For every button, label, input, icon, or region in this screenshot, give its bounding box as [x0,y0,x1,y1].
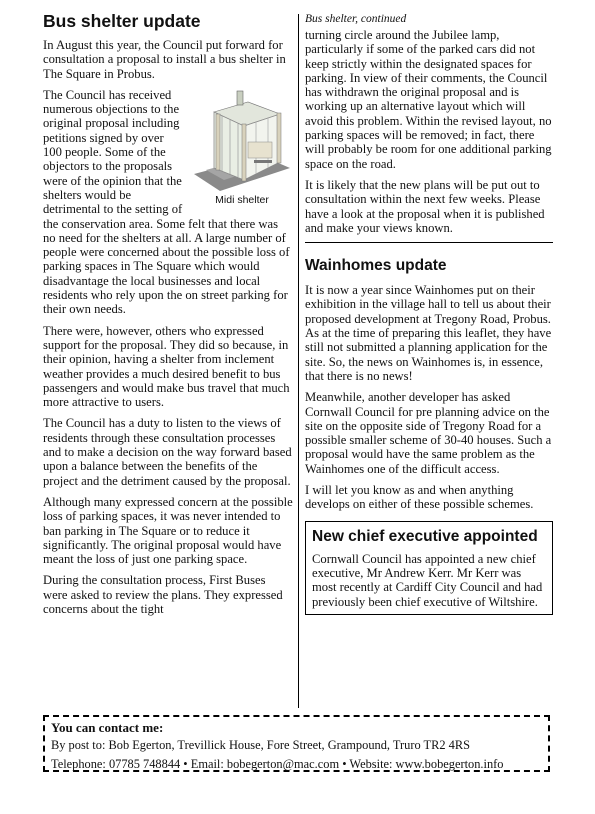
wainhomes-paragraph-3: I will let you know as and when anything develops on either of these possible schemes. [305,483,534,512]
bus-shelter-continued-paragraph-1: turning circle around the Jubilee lamp, particularly if some of the parked cars did not keep strictly within the designated spaces for parking. In view of their comments, the Council has withdrawn the original proposal and is working up an alternative layout which will avoid this problem. Within the revised layout, no parking spaces will be removed; in fact, there will probably be room for one additional parking space on the road. [305,28,552,171]
section-divider [305,242,553,243]
bus-shelter-heading: Bus shelter update [43,11,201,31]
bus-shelter-figure [187,90,297,206]
bus-shelter-paragraph-2: The Council has received numerous objections to the original proposal including petitions signed by over 100 people. Some of the objectors to the proposals were of the opinion that the shelters would be detrimental to the setting of the conservation area. Some felt that there was no need for the shelters at all. A large number of people were concerned about the possible loss of parking spaces in The Square which would disadvantage the local businesses and local residents who rely upon the on street parking for their own needs. [43,87,290,317]
column-divider [298,14,299,708]
wainhomes-paragraph-2: Meanwhile, another developer has asked Cornwall Council for pre planning advice on the site on the opposite side of Tregony Road for a possible smaller scheme of 30-40 houses. Such a proposal would have the same problem as the Wainhomes one of the difficult access. [305,390,552,476]
chief-executive-box [305,521,553,615]
chief-executive-paragraph: Cornwall Council has appointed a new chief executive, Mr Andrew Kerr. Mr Kerr was most recently at Cardiff City Council and had previously been chief executive of Wiltshire. [312,551,543,609]
bus-shelter-continued-paragraph-2: It is likely that the new plans will be put out to consultation within the next few weeks. Please have a look at the proposal when it is published and make your views known. [305,177,545,235]
contact-title: You can contact me: [51,720,164,735]
bus-shelter-image [192,90,292,192]
left-column [43,10,293,623]
wainhomes-paragraph-1: It is now a year since Wainhomes put on their exhibition in the village hall to tell us about their proposed development at Tregony Road, Probus. As at the time of preparing this leaflet, they have still not submitted a planning application for the site. So, the news on Wainhomes is, in essence, that there is no news! [305,283,552,383]
contact-post-address: By post to: Bob Egerton, Trevillick House, Fore Street, Grampound, Truro TR2 4RS [51,738,470,752]
bus-shelter-paragraph-6: During the consultation process, First Buses were asked to review the plans. They expressed concerns about the tight [43,573,283,616]
figure-caption: Midi shelter [215,193,269,206]
right-column [305,12,553,615]
wainhomes-heading: Wainhomes update [305,257,447,275]
chief-executive-heading: New chief executive appointed [312,527,538,545]
continued-label: Bus shelter, continued [305,13,407,25]
contact-box [43,715,550,772]
bus-shelter-paragraph-4: The Council has a duty to listen to the views of residents through these consultation processes and to make a decision on the way forward based upon a balance between the benefits of the project and the detriment caused by the proposal. [43,416,292,488]
bus-shelter-paragraph-3: There were, however, others who expressed support for the proposal. They did so because, in their opinion, having a shelter from inclement weather provides a much desired benefit to bus passengers and would make bus travel that much more attractive to users. [43,323,290,410]
bus-shelter-paragraph-1: In August this year, the Council put forward for consultation a proposal to install a bus shelter in The Square in Probus. [43,38,286,81]
contact-phone-email-website: Telephone: 07785 748844 • Email: bobegerton@mac.com • Website: www.bobegerton.info [51,757,504,771]
bus-shelter-paragraph-5: Although many expressed concern at the possible loss of parking spaces, it was never intended to ban parking in The Square or to reduce it significantly. The original proposal would have meant the loss of just one parking space. [43,494,293,567]
